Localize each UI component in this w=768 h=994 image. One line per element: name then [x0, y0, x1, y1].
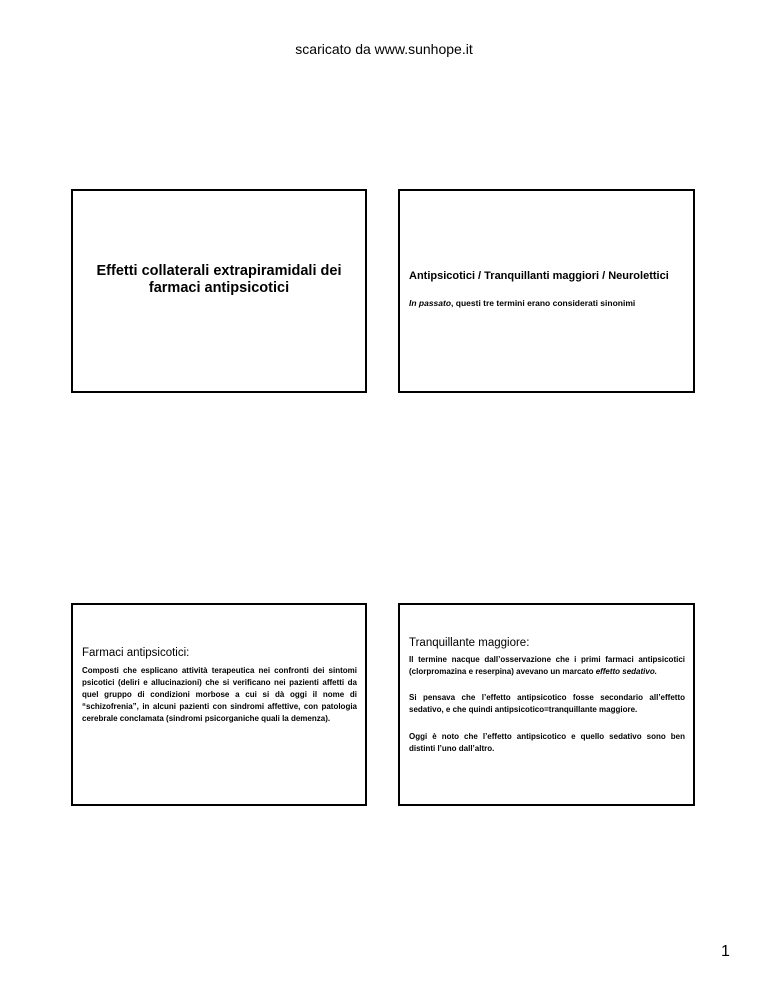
slide-title: Effetti collaterali extrapiramidali dei farmaci antipsicotici	[96, 263, 342, 296]
paragraph-text: Il termine nacque dall’osservazione che i primi farmaci antipsicotici (clorpromazina e reserpina) avevano un marcato	[409, 655, 685, 676]
slide-1	[71, 189, 367, 393]
slide-heading: Tranquillante maggiore:	[409, 637, 530, 649]
slide-body: Composti che esplicano attività terapeutica nei confronti dei sintomi psicotici (deliri e allucinazioni) che si verificano nei pazienti affetti da quel gruppo di condizioni morbose a cui si dà oggi il nome di “schizofrenia”, in alcuni pazienti con sindromi affettive, con patologia cerebrale conclamata (sindromi psicorganiche quali la demenza).	[82, 666, 357, 723]
slide-4	[398, 603, 695, 806]
page-header: scaricato da www.sunhope.it	[295, 41, 473, 57]
subtitle-emphasis: In passato	[409, 298, 452, 308]
slide-paragraph-1	[409, 654, 685, 678]
subtitle-text: , questi tre termini erano considerati sinonimi	[451, 298, 636, 308]
slide-2	[398, 189, 695, 393]
slide-paragraph-3: Oggi è noto che l’effetto antipsicotico e quello sedativo sono ben distinti l’uno dall’altro.	[409, 732, 685, 753]
slide-subtitle	[409, 298, 687, 309]
slide-title: Antipsicotici / Tranquillanti maggiori / Neurolettici	[409, 270, 669, 282]
slide-paragraph-2: Si pensava che l’effetto antipsicotico fosse secondario all’effetto sedativo, e che quindi antipsicotico=tranquillante maggiore.	[409, 693, 685, 714]
slide-3	[71, 603, 367, 806]
slide-heading: Farmaci antipsicotici:	[82, 647, 190, 659]
paragraph-emphasis: effetto sedativo.	[595, 667, 657, 676]
page-number: 1	[721, 943, 730, 960]
